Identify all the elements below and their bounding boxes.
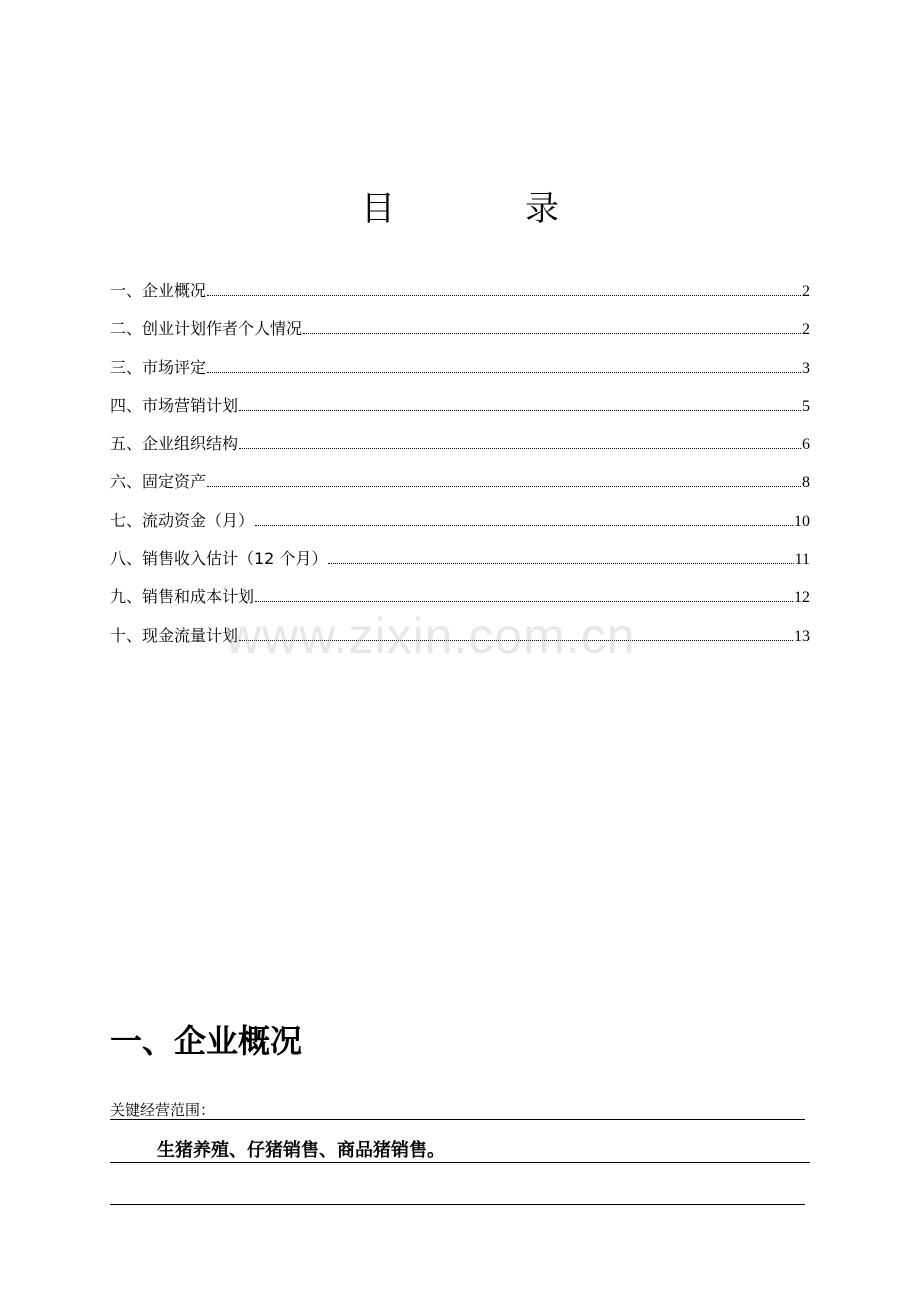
business-scope-value: 生猪养殖、仔猪销售、商品猪销售。 (157, 1140, 445, 1161)
toc-entry-label: 九、销售和成本计划 (110, 587, 255, 607)
underline-rule (110, 1119, 805, 1120)
toc-entry-page: 3 (802, 359, 810, 377)
toc-dot-leader (207, 485, 801, 487)
toc-dot-leader (255, 524, 793, 526)
toc-dot-leader (207, 294, 801, 296)
toc-entry-2[interactable] (110, 316, 810, 354)
business-scope-label: 关键经营范围： (110, 1101, 216, 1119)
section-heading: 一、企业概况 (110, 1022, 303, 1060)
toc-entry-page: 2 (802, 321, 810, 339)
blank-line-rule (110, 1204, 805, 1205)
toc-dot-leader (207, 371, 801, 373)
toc-entry-label: 十、现金流量计划 (110, 625, 239, 645)
toc-entry-label: 八、销售收入估计（12 个月） (110, 549, 328, 569)
toc-dot-leader (239, 639, 793, 641)
toc-entry-8[interactable] (110, 546, 810, 584)
toc-entry-label: 二、创业计划作者个人情况 (110, 319, 303, 339)
watermark: www.zixin.com.cn (225, 608, 636, 664)
toc-entry-10[interactable] (110, 623, 810, 661)
toc-entry-page: 5 (802, 397, 810, 415)
toc-entry-label: 六、固定资产 (110, 472, 207, 492)
toc-entry-page: 11 (794, 551, 810, 569)
toc-entry-page: 10 (794, 512, 810, 530)
underline-rule (110, 1162, 810, 1163)
toc-dot-leader (255, 600, 793, 602)
toc-entry-label: 三、市场评定 (110, 357, 207, 377)
toc-entry-page: 8 (802, 474, 810, 492)
toc-entry-page: 12 (794, 589, 810, 607)
toc-dot-leader (239, 447, 801, 449)
toc-entry-label: 五、企业组织结构 (110, 434, 239, 454)
toc-entry-3[interactable] (110, 355, 810, 393)
toc-entry-label: 七、流动资金（月） (110, 510, 255, 530)
toc-entry-6[interactable] (110, 469, 810, 507)
toc-entry-1[interactable] (110, 278, 810, 316)
toc-entry-page: 6 (802, 436, 810, 454)
toc-dot-leader (239, 409, 801, 411)
toc-dot-leader (303, 332, 801, 334)
toc-entry-9[interactable] (110, 584, 810, 622)
toc-entry-4[interactable] (110, 393, 810, 431)
table-of-contents (110, 278, 810, 661)
toc-title: 目 录 (361, 189, 607, 229)
toc-entry-page: 2 (802, 283, 810, 300)
toc-entry-page: 13 (794, 627, 810, 645)
toc-entry-5[interactable] (110, 431, 810, 469)
toc-entry-7[interactable] (110, 508, 810, 546)
toc-entry-label: 四、市场营销计划 (110, 395, 239, 415)
toc-dot-leader (328, 562, 793, 564)
toc-entry-label: 一、企业概况 (110, 281, 207, 300)
